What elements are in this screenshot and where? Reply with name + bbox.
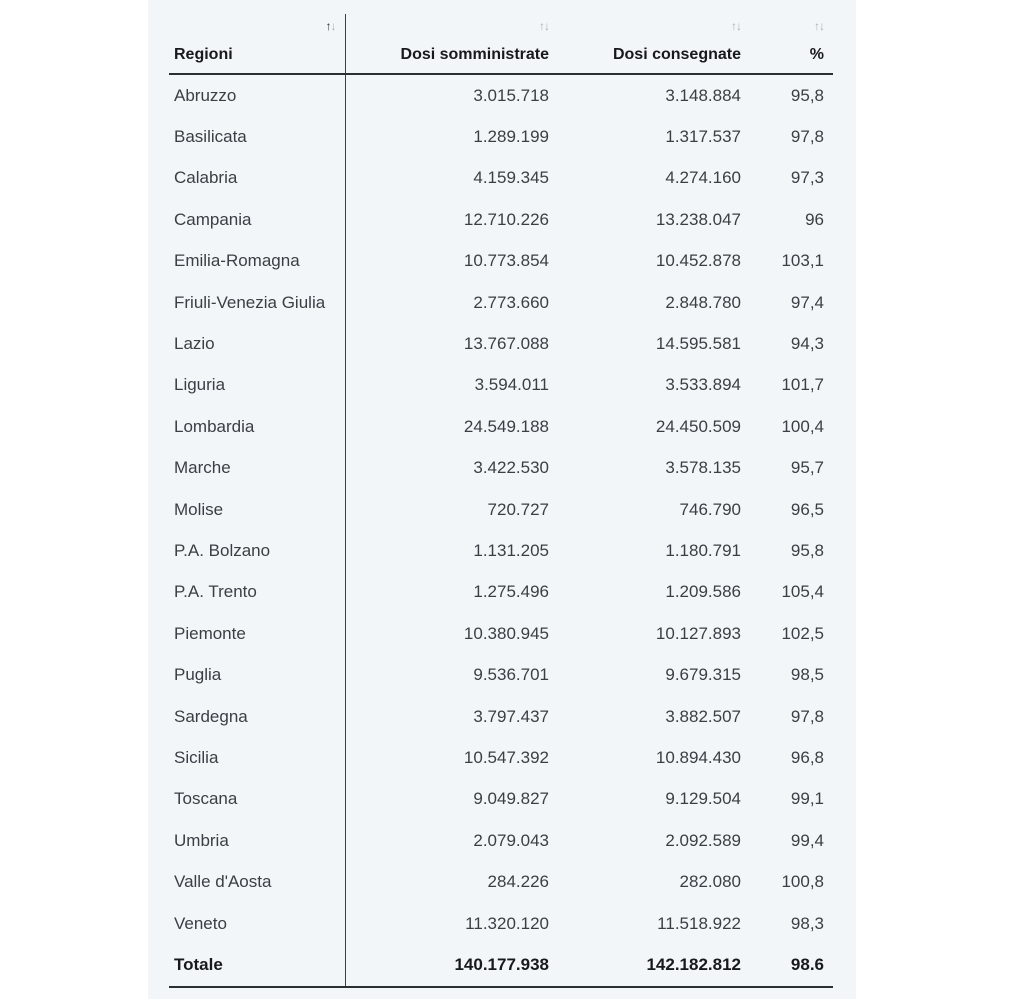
- cell-administered: 1.131.205: [473, 540, 549, 560]
- cell-administered: 3.015.718: [473, 85, 549, 105]
- table-row: [169, 489, 833, 530]
- sort-arrows-icon[interactable]: ↑↓: [325, 19, 336, 33]
- cell-region: Liguria: [169, 365, 345, 406]
- cell-delivered: 3.533.894: [665, 375, 741, 395]
- cell-region: Sicilia: [169, 737, 345, 778]
- cell-percent: 99,4: [790, 830, 824, 850]
- cell-delivered: 11.518.922: [657, 913, 741, 933]
- total-cell-administered: 140.177.938: [345, 944, 558, 986]
- cell-region: Basilicata: [169, 116, 345, 157]
- cell-region: Toscana: [169, 779, 345, 820]
- cell-delivered: 2.092.589: [665, 830, 741, 850]
- cell-administered: 10.773.854: [463, 251, 549, 271]
- cell-percent: 97,4: [790, 292, 824, 312]
- table-row: [169, 406, 833, 447]
- cell-region: Valle d'Aosta: [169, 861, 345, 902]
- cell-region: Abruzzo: [169, 74, 345, 116]
- vaccine-doses-table: [169, 14, 833, 988]
- cell-delivered: 10.452.878: [655, 251, 741, 271]
- cell-administered: 24.549.188: [463, 416, 549, 436]
- cell-delivered: 4.274.160: [665, 168, 741, 188]
- column-header-region-label: Regioni: [174, 46, 233, 63]
- cell-administered: 284.226: [487, 872, 549, 892]
- sort-arrows-icon[interactable]: ↑↓: [539, 19, 549, 33]
- total-cell-delivered: 142.182.812: [558, 944, 750, 986]
- cell-region: Lombardia: [169, 406, 345, 447]
- cell-administered: 720.727: [487, 499, 549, 519]
- cell-delivered: 10.894.430: [655, 747, 741, 767]
- cell-percent: 100,4: [781, 416, 824, 436]
- cell-delivered: 9.129.504: [665, 789, 741, 809]
- column-header-administered-label: Dosi somministrate: [400, 46, 549, 63]
- cell-delivered: 2.848.780: [665, 292, 741, 312]
- table-header-row: [169, 14, 833, 74]
- cell-administered: 4.159.345: [473, 168, 549, 188]
- sort-arrows-icon[interactable]: ↑↓: [814, 19, 824, 33]
- cell-percent: 101,7: [781, 375, 824, 395]
- column-header-administered[interactable]: [345, 14, 558, 74]
- cell-delivered: 3.882.507: [665, 706, 741, 726]
- cell-administered: 9.049.827: [473, 789, 549, 809]
- cell-administered: 3.594.011: [474, 375, 549, 395]
- cell-delivered: 14.595.581: [655, 334, 741, 354]
- table-row: [169, 820, 833, 861]
- table-row: [169, 779, 833, 820]
- cell-administered: 9.536.701: [473, 665, 549, 685]
- cell-administered: 2.079.043: [473, 830, 549, 850]
- cell-administered: 10.380.945: [463, 623, 549, 643]
- cell-percent: 96,5: [790, 499, 824, 519]
- cell-percent: 95,7: [790, 458, 824, 478]
- cell-percent: 99,1: [790, 789, 824, 809]
- cell-region: Sardegna: [169, 696, 345, 737]
- table-row: [169, 158, 833, 199]
- cell-delivered: 282.080: [679, 872, 741, 892]
- cell-region: Veneto: [169, 903, 345, 944]
- column-header-delivered-label: Dosi consegnate: [612, 46, 741, 63]
- cell-percent: 94,3: [790, 334, 824, 354]
- total-cell-region: Totale: [169, 944, 345, 986]
- table-row: [169, 530, 833, 571]
- sort-arrows-icon[interactable]: ↑↓: [731, 19, 741, 33]
- cell-delivered: 1.180.791: [665, 540, 741, 560]
- table-row: [169, 116, 833, 157]
- table-row: [169, 74, 833, 116]
- cell-administered: 13.767.088: [463, 334, 549, 354]
- table-row: [169, 323, 833, 364]
- cell-percent: 103,1: [781, 251, 824, 271]
- table-body: [169, 74, 833, 987]
- table-row: [169, 199, 833, 240]
- cell-delivered: 10.127.893: [655, 623, 741, 643]
- cell-delivered: 24.450.509: [655, 416, 741, 436]
- cell-region: Lazio: [169, 323, 345, 364]
- cell-region: Umbria: [169, 820, 345, 861]
- table-row: [169, 572, 833, 613]
- table-row: [169, 282, 833, 323]
- table-row: [169, 696, 833, 737]
- column-header-delivered[interactable]: [558, 14, 750, 74]
- cell-administered: 10.547.392: [463, 747, 549, 767]
- cell-delivered: 3.578.135: [665, 458, 741, 478]
- column-header-percent[interactable]: [750, 14, 833, 74]
- cell-region: Emilia-Romagna: [169, 241, 345, 282]
- table-row: [169, 737, 833, 778]
- cell-percent: 98,5: [790, 665, 824, 685]
- cell-administered: 11.320.120: [465, 913, 549, 933]
- table-row: [169, 365, 833, 406]
- cell-region: Campania: [169, 199, 345, 240]
- cell-percent: 96,8: [790, 747, 824, 767]
- cell-delivered: 9.679.315: [665, 665, 741, 685]
- cell-region: P.A. Trento: [169, 572, 345, 613]
- table-row: [169, 903, 833, 944]
- table-row: [169, 448, 833, 489]
- cell-delivered: 1.317.537: [665, 127, 741, 147]
- cell-percent: 97,8: [790, 127, 824, 147]
- cell-percent: 96: [805, 209, 824, 229]
- table-row: [169, 861, 833, 902]
- cell-administered: 3.422.530: [473, 458, 549, 478]
- vaccine-doses-table-container: [169, 14, 833, 988]
- cell-region: P.A. Bolzano: [169, 530, 345, 571]
- cell-region: Molise: [169, 489, 345, 530]
- cell-region: Puglia: [169, 654, 345, 695]
- table-row: [169, 654, 833, 695]
- cell-administered: 2.773.660: [473, 292, 549, 312]
- table-row: [169, 613, 833, 654]
- cell-percent: 97,3: [790, 168, 824, 188]
- cell-percent: 95,8: [790, 85, 824, 105]
- cell-region: Marche: [169, 448, 345, 489]
- cell-percent: 102,5: [781, 623, 824, 643]
- cell-administered: 1.289.199: [473, 127, 549, 147]
- cell-delivered: 1.209.586: [665, 582, 741, 602]
- total-row: [169, 944, 833, 986]
- cell-administered: 1.275.496: [473, 582, 549, 602]
- cell-region: Friuli-Venezia Giulia: [169, 282, 345, 323]
- cell-percent: 97,8: [790, 706, 824, 726]
- column-header-percent-label: %: [809, 46, 824, 63]
- cell-percent: 95,8: [790, 540, 824, 560]
- table-row: [169, 241, 833, 282]
- cell-region: Calabria: [169, 158, 345, 199]
- cell-administered: 12.710.226: [463, 209, 549, 229]
- cell-delivered: 3.148.884: [665, 85, 741, 105]
- cell-percent: 100,8: [781, 872, 824, 892]
- cell-administered: 3.797.437: [473, 706, 549, 726]
- cell-region: Piemonte: [169, 613, 345, 654]
- cell-delivered: 13.238.047: [655, 209, 741, 229]
- cell-percent: 98,3: [790, 913, 824, 933]
- column-header-region[interactable]: [169, 14, 345, 74]
- total-cell-percent: 98.6: [750, 944, 833, 986]
- cell-percent: 105,4: [781, 582, 824, 602]
- cell-delivered: 746.790: [679, 499, 741, 519]
